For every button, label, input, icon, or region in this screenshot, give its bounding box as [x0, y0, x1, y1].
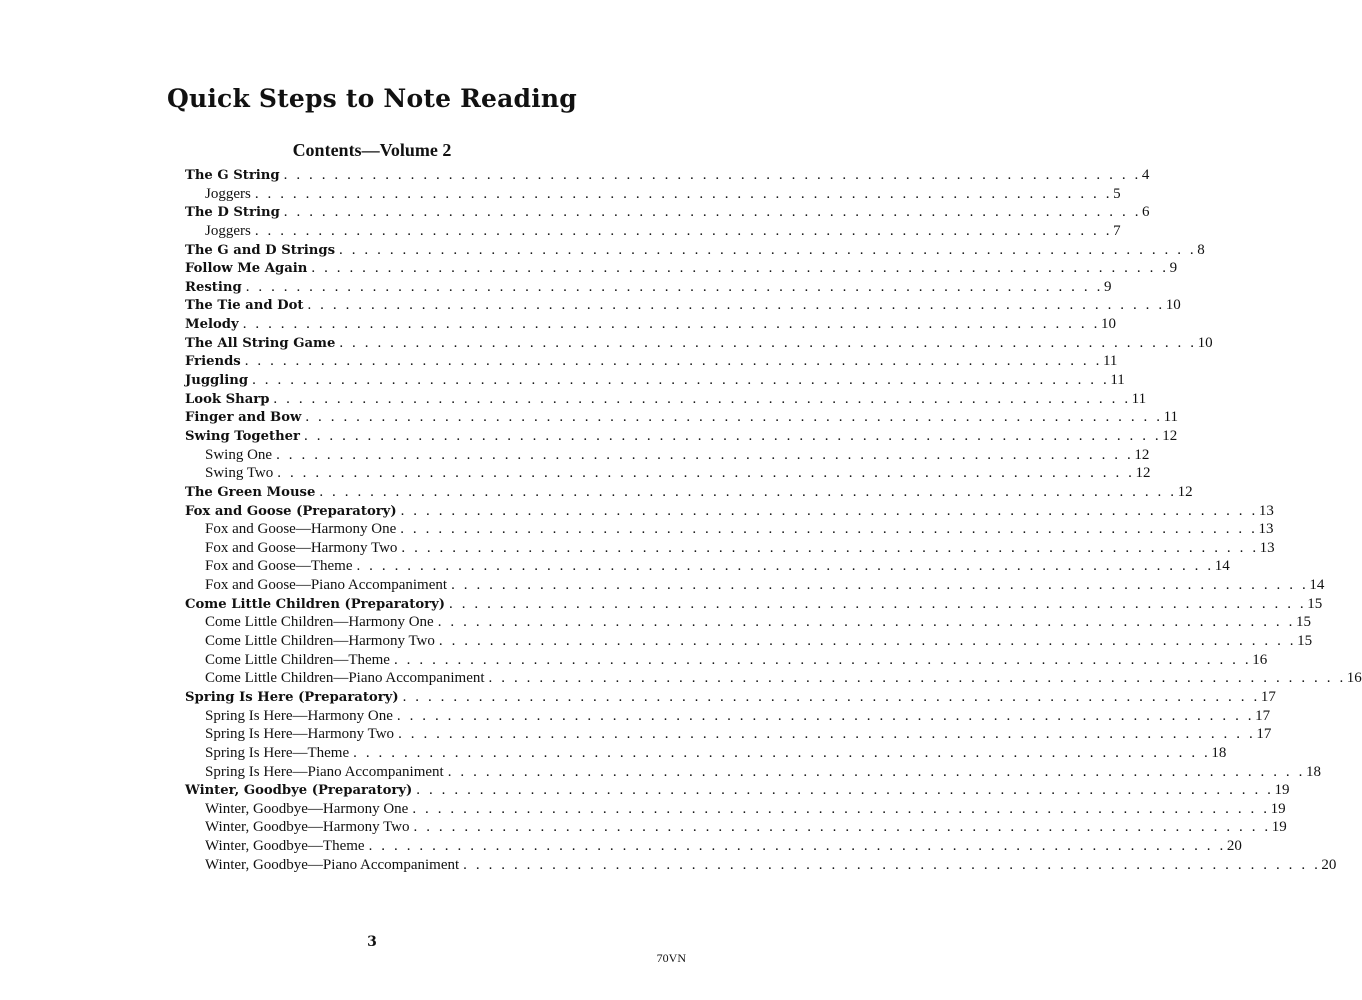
toc-entry-title: Fox and Goose (Preparatory)	[185, 503, 397, 519]
toc-entry-title: Winter, Goodbye (Preparatory)	[185, 783, 413, 799]
toc-entry-page: 12	[1134, 446, 1150, 463]
dot-leader: . . . . . . . . . . . . . . . . . . . . . . . . . . . . . . . . . . . . . . . . . . . . . . . . . . . . . . . . . . . . . . . . . . . .	[353, 744, 1211, 761]
toc-subentry	[185, 818, 1287, 837]
dot-leader: . . . . . . . . . . . . . . . . . . . . . . . . . . . . . . . . . . . . . . . . . . . . . . . . . . . . . . . . . . . . . . . . . . . .	[244, 353, 1102, 370]
toc-entry-page: 11	[1102, 353, 1118, 370]
toc-subentry	[185, 613, 1311, 632]
toc-entry	[185, 427, 1178, 446]
dot-leader: . . . . . . . . . . . . . . . . . . . . . . . . . . . . . . . . . . . . . . . . . . . . . . . . . . . . . . . . . . . . . . . . . . . .	[393, 651, 1252, 668]
dot-leader: . . . . . . . . . . . . . . . . . . . . . . . . . . . . . . . . . . . . . . . . . . . . . . . . . . . . . . . . . . . . . . . . . . . .	[252, 372, 1110, 389]
toc-entry	[185, 352, 1118, 371]
toc-entry-title: Spring Is Here—Harmony One	[205, 707, 393, 724]
toc-entry-page: 18	[1211, 744, 1227, 761]
toc-subentry	[185, 651, 1268, 670]
toc-entry-page: 10	[1100, 316, 1116, 333]
toc-subentry	[185, 222, 1121, 241]
toc-entry-page: 8	[1197, 241, 1205, 258]
dot-leader: . . . . . . . . . . . . . . . . . . . . . . . . . . . . . . . . . . . . . . . . . . . . . . . . . . . . . . . . . . . . . . . . . . . .	[254, 222, 1113, 239]
toc-entry-page: 17	[1260, 688, 1276, 705]
toc-entry-title: Juggling	[185, 373, 249, 389]
dot-leader: . . . . . . . . . . . . . . . . . . . . . . . . . . . . . . . . . . . . . . . . . . . . . . . . . . . . . . . . . . . . . . . . . . . .	[283, 167, 1141, 183]
toc-subentry	[185, 185, 1121, 204]
toc-entry-title: Swing One	[205, 446, 273, 463]
toc-entry-page: 5	[1113, 185, 1121, 202]
toc-subentry	[185, 632, 1313, 651]
dot-leader: . . . . . . . . . . . . . . . . . . . . . . . . . . . . . . . . . . . . . . . . . . . . . . . . . . . . . . . . . . . . . . . . . . . .	[463, 856, 1321, 873]
toc-entry-page: 14	[1309, 577, 1325, 594]
toc-entry-page: 20	[1321, 856, 1337, 873]
toc-entry-title: Come Little Children—Harmony Two	[205, 633, 435, 650]
toc-subentry	[185, 539, 1275, 558]
toc-entry-page: 17	[1256, 726, 1272, 743]
toc-entry-title: Winter, Goodbye—Piano Accompaniment	[205, 856, 460, 873]
toc-entry-page: 19	[1270, 800, 1286, 817]
toc-entry-title: Finger and Bow	[185, 410, 302, 426]
toc-entry-title: Swing Together	[185, 428, 301, 444]
toc-entry	[185, 371, 1125, 390]
toc-entry-title: The G String	[185, 168, 280, 183]
dot-leader: . . . . . . . . . . . . . . . . . . . . . . . . . . . . . . . . . . . . . . . . . . . . . . . . . . . . . . . . . . . . . . . . . . . .	[396, 707, 1255, 724]
toc-entry	[185, 483, 1193, 502]
toc-entry-page: 11	[1163, 409, 1179, 426]
toc-entry-title: Winter, Goodbye—Harmony One	[205, 800, 409, 817]
dot-leader: . . . . . . . . . . . . . . . . . . . . . . . . . . . . . . . . . . . . . . . . . . . . . . . . . . . . . . . . . . . . . . . . . . . .	[276, 446, 1134, 463]
toc-entry-page: 16	[1346, 670, 1362, 687]
toc-entry-title: Spring Is Here (Preparatory)	[185, 689, 399, 705]
toc-entry-page: 4	[1141, 167, 1150, 183]
dot-leader: . . . . . . . . . . . . . . . . . . . . . . . . . . . . . . . . . . . . . . . . . . . . . . . . . . . . . . . . . . . . . . . . . . . .	[401, 539, 1259, 556]
toc-entry	[185, 278, 1112, 297]
dot-leader: . . . . . . . . . . . . . . . . . . . . . . . . . . . . . . . . . . . . . . . . . . . . . . . . . . . . . . . . . . . . . . . . . . . .	[438, 633, 1297, 650]
toc-entry-page: 17	[1255, 707, 1271, 724]
toc-entry-page: 10	[1197, 334, 1213, 351]
toc-subentry	[185, 800, 1286, 819]
dot-leader: . . . . . . . . . . . . . . . . . . . . . . . . . . . . . . . . . . . . . . . . . . . . . . . . . . . . . . . . . . . . . . . . . . . .	[400, 502, 1258, 519]
dot-leader: . . . . . . . . . . . . . . . . . . . . . . . . . . . . . . . . . . . . . . . . . . . . . . . . . . . . . . . . . . . . . . . . . . . .	[283, 204, 1142, 221]
dot-leader: . . . . . . . . . . . . . . . . . . . . . . . . . . . . . . . . . . . . . . . . . . . . . . . . . . . . . . . . . . . . . . . . . . . .	[416, 782, 1274, 799]
dot-leader: . . . . . . . . . . . . . . . . . . . . . . . . . . . . . . . . . . . . . . . . . . . . . . . . . . . . . . . . . . . . . . . . . . . .	[400, 521, 1258, 538]
toc-entry-page: 13	[1258, 502, 1274, 519]
toc-entry-title: Winter, Goodbye—Theme	[205, 838, 365, 855]
dot-leader: . . . . . . . . . . . . . . . . . . . . . . . . . . . . . . . . . . . . . . . . . . . . . . . . . . . . . . . . . . . . . . . . . . . .	[305, 409, 1163, 426]
toc-entry-title: The Tie and Dot	[185, 298, 304, 314]
toc-entry-page: 13	[1258, 521, 1274, 538]
toc-entry-title: Joggers	[205, 222, 251, 239]
toc-entry	[185, 502, 1274, 521]
toc-entry-page: 10	[1165, 297, 1181, 314]
toc-entry	[185, 259, 1178, 278]
toc-entry	[185, 781, 1290, 800]
toc-entry	[185, 390, 1147, 409]
dot-leader: . . . . . . . . . . . . . . . . . . . . . . . . . . . . . . . . . . . . . . . . . . . . . . . . . . . . . . . . . . . . . . . . . . . .	[437, 614, 1295, 631]
dot-leader: . . . . . . . . . . . . . . . . . . . . . . . . . . . . . . . . . . . . . . . . . . . . . . . . . . . . . . . . . . . . . . . . . . . .	[356, 558, 1214, 575]
toc-entry-title: The D String	[185, 205, 280, 221]
dot-leader: . . . . . . . . . . . . . . . . . . . . . . . . . . . . . . . . . . . . . . . . . . . . . . . . . . . . . . . . . . . . . . . . . . . .	[254, 185, 1113, 202]
toc-subentry	[185, 856, 1337, 875]
toc-entry-page: 19	[1274, 782, 1290, 799]
dot-leader: . . . . . . . . . . . . . . . . . . . . . . . . . . . . . . . . . . . . . . . . . . . . . . . . . . . . . . . . . . . . . . . . . . . .	[413, 819, 1271, 836]
dot-leader: . . . . . . . . . . . . . . . . . . . . . . . . . . . . . . . . . . . . . . . . . . . . . . . . . . . . . . . . . . . . . . . . . . . .	[307, 297, 1165, 314]
table-of-contents	[185, 166, 1362, 874]
dot-leader: . . . . . . . . . . . . . . . . . . . . . . . . . . . . . . . . . . . . . . . . . . . . . . . . . . . . . . . . . . . . . . . . . . . .	[339, 334, 1197, 351]
toc-subentry	[185, 576, 1325, 595]
dot-leader: . . . . . . . . . . . . . . . . . . . . . . . . . . . . . . . . . . . . . . . . . . . . . . . . . . . . . . . . . . . . . . . . . . . .	[273, 390, 1131, 407]
toc-subentry	[185, 464, 1151, 483]
toc-entry	[185, 595, 1323, 614]
dot-leader: . . . . . . . . . . . . . . . . . . . . . . . . . . . . . . . . . . . . . . . . . . . . . . . . . . . . . . . . . . . . . . . . . . . .	[451, 577, 1309, 594]
toc-entry-page: 13	[1259, 539, 1275, 556]
toc-entry	[185, 203, 1150, 222]
toc-entry-page: 12	[1162, 427, 1178, 444]
toc-entry-title: Fox and Goose—Piano Accompaniment	[205, 577, 448, 594]
toc-entry-title: Follow Me Again	[185, 261, 308, 277]
toc-subentry	[185, 707, 1271, 726]
toc-entry-title: Come Little Children—Piano Accompaniment	[205, 670, 485, 687]
toc-entry-page: 11	[1131, 390, 1147, 407]
toc-entry	[185, 241, 1205, 260]
book-title: Quick Steps to Note Reading	[167, 84, 577, 113]
dot-leader: . . . . . . . . . . . . . . . . . . . . . . . . . . . . . . . . . . . . . . . . . . . . . . . . . . . . . . . . . . . . . . . . . . . .	[339, 241, 1197, 258]
toc-entry-page: 9	[1103, 278, 1112, 295]
toc-subentry	[185, 763, 1321, 782]
toc-entry-page: 12	[1177, 483, 1193, 500]
dot-leader: . . . . . . . . . . . . . . . . . . . . . . . . . . . . . . . . . . . . . . . . . . . . . . . . . . . . . . . . . . . . . . . . . . . .	[242, 316, 1100, 333]
toc-entry-title: Joggers	[205, 185, 251, 202]
contents-heading: Contents—Volume 2	[292, 140, 452, 160]
dot-leader: . . . . . . . . . . . . . . . . . . . . . . . . . . . . . . . . . . . . . . . . . . . . . . . . . . . . . . . . . . . . . . . . . . . .	[402, 688, 1260, 705]
toc-entry-page: 15	[1307, 595, 1323, 612]
toc-entry	[185, 296, 1181, 315]
toc-entry-title: Spring Is Here—Piano Accompaniment	[205, 763, 444, 780]
toc-entry-title: The Green Mouse	[185, 484, 316, 500]
toc-entry-page: 12	[1135, 465, 1151, 482]
toc-entry-page: 15	[1295, 614, 1311, 631]
toc-entry-title: The G and D Strings	[185, 242, 336, 258]
toc-entry-page: 20	[1226, 838, 1242, 855]
toc-entry-title: Fox and Goose—Harmony One	[205, 521, 397, 538]
toc-entry-page: 11	[1110, 372, 1125, 389]
dot-leader: . . . . . . . . . . . . . . . . . . . . . . . . . . . . . . . . . . . . . . . . . . . . . . . . . . . . . . . . . . . . . . . . . . . .	[488, 670, 1346, 687]
dot-leader: . . . . . . . . . . . . . . . . . . . . . . . . . . . . . . . . . . . . . . . . . . . . . . . . . . . . . . . . . . . . . . . . . . . .	[277, 465, 1135, 482]
toc-entry-title: Spring Is Here—Theme	[205, 744, 350, 761]
toc-entry-page: 9	[1169, 260, 1178, 277]
toc-entry-title: Fox and Goose—Theme	[205, 558, 353, 575]
toc-entry-page: 19	[1271, 819, 1287, 836]
page-number: 3	[367, 934, 377, 950]
toc-entry-title: The All String Game	[185, 335, 336, 351]
toc-entry-page: 15	[1297, 633, 1313, 650]
dot-leader: . . . . . . . . . . . . . . . . . . . . . . . . . . . . . . . . . . . . . . . . . . . . . . . . . . . . . . . . . . . . . . . . . . . .	[412, 800, 1270, 817]
dot-leader: . . . . . . . . . . . . . . . . . . . . . . . . . . . . . . . . . . . . . . . . . . . . . . . . . . . . . . . . . . . . . . . . . . . .	[311, 260, 1169, 277]
toc-entry	[185, 166, 1150, 185]
toc-entry-title: Fox and Goose—Harmony Two	[205, 539, 398, 556]
toc-subentry	[185, 725, 1272, 744]
toc-subentry	[185, 744, 1227, 763]
toc-subentry	[185, 837, 1242, 856]
toc-entry-page: 6	[1142, 204, 1150, 221]
dot-leader: . . . . . . . . . . . . . . . . . . . . . . . . . . . . . . . . . . . . . . . . . . . . . . . . . . . . . . . . . . . . . . . . . . . .	[319, 483, 1177, 500]
toc-entry-page: 18	[1305, 763, 1321, 780]
toc-entry-title: Come Little Children—Harmony One	[205, 614, 434, 631]
dot-leader: . . . . . . . . . . . . . . . . . . . . . . . . . . . . . . . . . . . . . . . . . . . . . . . . . . . . . . . . . . . . . . . . . . . .	[449, 595, 1307, 612]
toc-entry-page: 7	[1113, 222, 1121, 239]
toc-entry-title: Resting	[185, 279, 242, 295]
toc-entry-page: 16	[1252, 651, 1268, 668]
toc-subentry	[185, 446, 1150, 465]
toc-entry-page: 14	[1214, 558, 1230, 575]
dot-leader: . . . . . . . . . . . . . . . . . . . . . . . . . . . . . . . . . . . . . . . . . . . . . . . . . . . . . . . . . . . . . . . . . . . .	[447, 763, 1305, 780]
toc-entry-title: Look Sharp	[185, 391, 270, 407]
catalog-code: 70VN	[656, 951, 686, 965]
dot-leader: . . . . . . . . . . . . . . . . . . . . . . . . . . . . . . . . . . . . . . . . . . . . . . . . . . . . . . . . . . . . . . . . . . . .	[245, 278, 1103, 295]
toc-entry-title: Winter, Goodbye—Harmony Two	[205, 819, 410, 836]
toc-entry-title: Melody	[185, 317, 239, 333]
toc-entry-title: Come Little Children (Preparatory)	[185, 596, 446, 612]
toc-entry-title: Spring Is Here—Harmony Two	[205, 726, 395, 743]
toc-entry-title: Swing Two	[205, 465, 274, 482]
toc-entry	[185, 688, 1276, 707]
toc-subentry	[185, 557, 1230, 576]
dot-leader: . . . . . . . . . . . . . . . . . . . . . . . . . . . . . . . . . . . . . . . . . . . . . . . . . . . . . . . . . . . . . . . . . . . .	[304, 427, 1162, 444]
toc-subentry	[185, 520, 1274, 539]
toc-entry-title: Friends	[185, 354, 241, 370]
dot-leader: . . . . . . . . . . . . . . . . . . . . . . . . . . . . . . . . . . . . . . . . . . . . . . . . . . . . . . . . . . . . . . . . . . . .	[368, 838, 1226, 855]
toc-entry	[185, 315, 1116, 334]
toc-entry	[185, 408, 1179, 427]
toc-entry-title: Come Little Children—Theme	[205, 651, 390, 668]
toc-subentry	[185, 669, 1362, 688]
dot-leader: . . . . . . . . . . . . . . . . . . . . . . . . . . . . . . . . . . . . . . . . . . . . . . . . . . . . . . . . . . . . . . . . . . . .	[398, 726, 1256, 743]
toc-entry	[185, 334, 1213, 353]
